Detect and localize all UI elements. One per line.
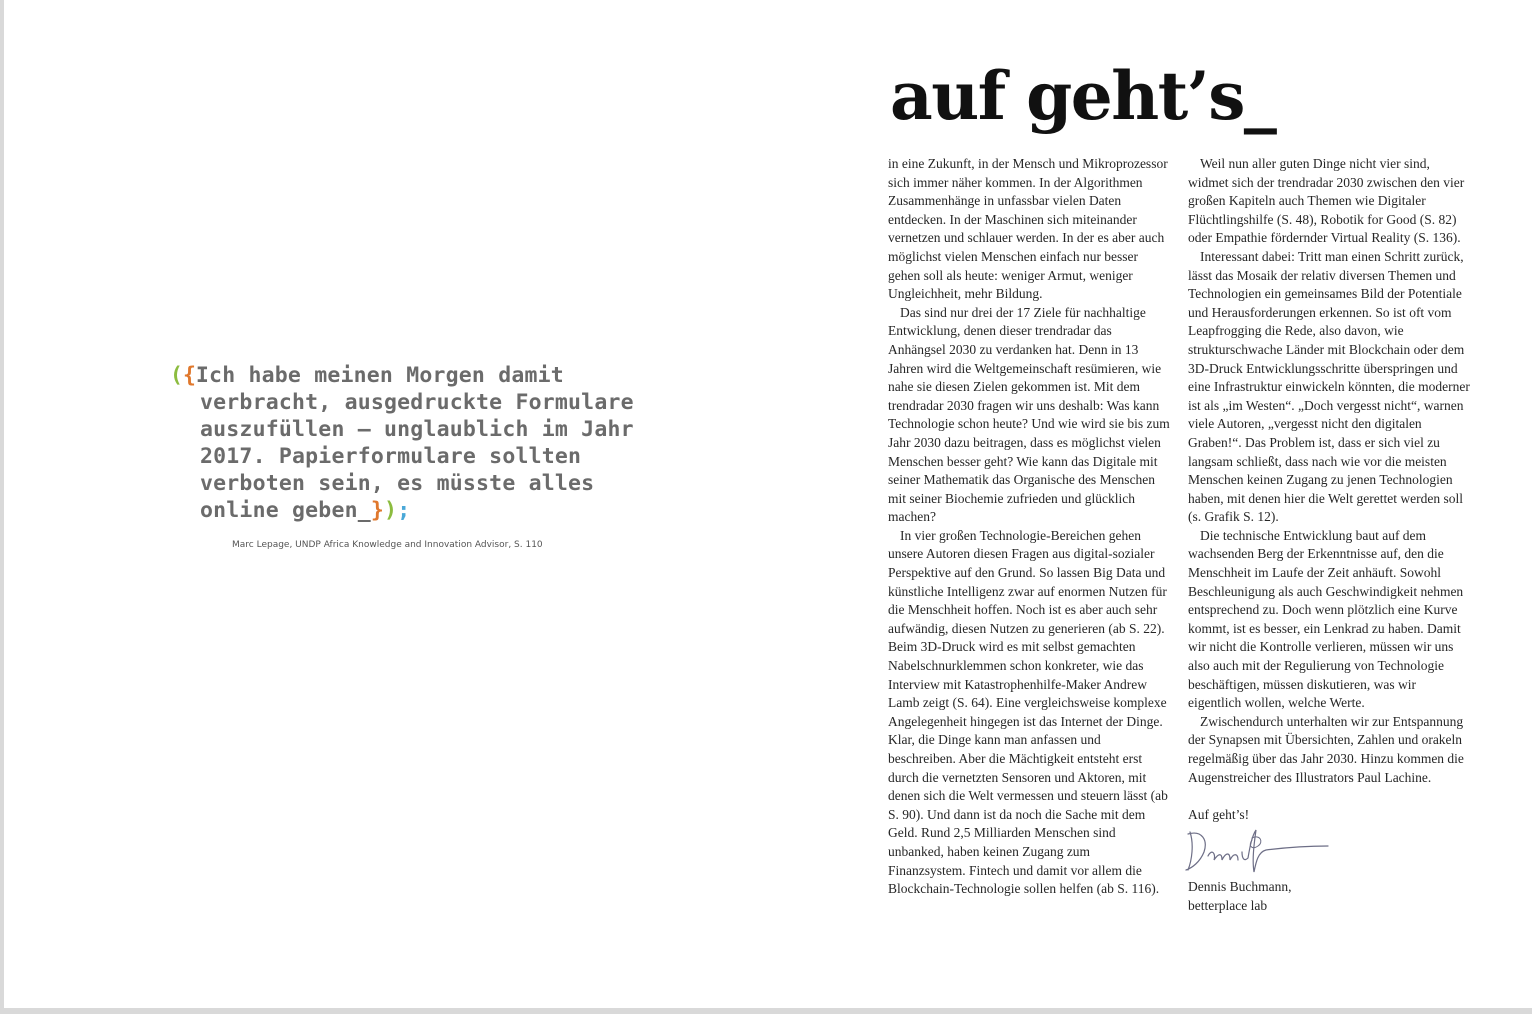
sign-off: Auf geht’s!: [1188, 806, 1250, 822]
quote-bracket-open-paren: (: [170, 363, 183, 388]
quote-semicolon: ;: [397, 498, 411, 523]
author-name: Dennis Buchmann,: [1188, 879, 1292, 895]
signature-image: [1182, 826, 1332, 878]
paragraph: Die technische Entwicklung baut auf dem wachsenden Berg der Erkenntnisse auf, den die Menschheit im Laufe der Zeit anhäuft. Sowohl Beschleunigung als auch Geschwindigkeit nehmen entsprechend zu. Doch wenn plötzlich eine Kurve kommt, ist es besser, ein Lenkrad zu haben. Damit wir nicht die Kontrolle verlieren, müssen wir uns also auch mit der Regulierung von Technologie beschäftigen, müssen diskutieren, was wir eigentlich wollen, welche Werte.: [1188, 527, 1464, 711]
quote-bracket-close-brace: }: [370, 498, 385, 523]
article-column-right: [1188, 155, 1472, 916]
paragraph: In vier großen Technologie-Bereichen gehen unsere Autoren diesen Fragen aus digital-sozialer Perspektive auf den Grund. So lassen Big Data und künstliche Intelligenz zwar auf enormen Nutzen für die Menschheit hoffen. Noch ist es aber auch sehr aufwändig, diesen Nutzen zu generieren (ab S. 22). Beim 3D-Druck wird es mit selbst gemachten Nabelschnurklemmen schon konkreter, wie das Interview mit Katastrophenhilfe-Maker Andrew Lamb zeigt (S. 64). Eine vergleichsweise komplexe Angelegenheit hingegen ist das Internet der Dinge. Klar, die Dinge kann man anfassen und beschreiben. Aber die Mächtigkeit entsteht erst durch die vernetzten Sensoren und Aktoren, mit denen sich die Welt vermessen und steuern lässt (ab S. 90). Und dann ist da noch die Sache mit dem Geld. Rund 2,5 Milliarden Menschen sind unbanked, haben keinen Zugang zum Finanzsystem. Fintech und damit vor allem die Blockchain-Technologie sollen helfen (ab S. 116).: [888, 527, 1168, 897]
paragraph: Zwischendurch unterhalten wir zur Entspannung der Synapsen mit Übersichten, Zahlen und orakeln regelmäßig über das Jahr 2030. Hinzu kommen die Augenstreicher des Illustrators Paul Lachine.: [1188, 713, 1464, 785]
author-organization: betterplace lab: [1188, 897, 1268, 913]
article-headline: auf geht’s_: [890, 57, 1276, 135]
article-column-left: [888, 155, 1170, 899]
paragraph: in eine Zukunft, in der Mensch und Mikroprozessor sich immer näher kommen. In der Algorithmen Zusammenhänge in unfassbar vielen Daten entdecken. In der Maschinen sich miteinander vernetzen und schlauer werden. In der es aber auch möglichst vielen Menschen einfach nur besser gehen soll als heute: weniger Armut, weniger Ungleichheit, mehr Bildung.: [888, 156, 1168, 302]
quote-bracket-open-brace: {: [182, 363, 196, 388]
paragraph: Weil nun aller guten Dinge nicht vier sind, widmet sich der trendradar 2030 zwischen den vier großen Kapiteln auch Themen wie Digitaler Flüchtlingshilfe (S. 48), Robotik for Good (S. 82) oder Empathie fördernder Virtual Reality (S. 136).: [1188, 156, 1465, 246]
quote-bracket-close-paren: ): [384, 498, 398, 523]
quote-body: Ich habe meinen Morgen damit verbracht, ausgedruckte Formulare auszufüllen – unglaublich im Jahr 2017. Papierformulare sollten verboten sein, es müsste alles online geben_: [195, 363, 634, 523]
quote-attribution: Marc Lepage, UNDP Africa Knowledge and Innovation Advisor, S. 110: [232, 540, 543, 550]
quote-text: [170, 362, 640, 524]
document-page: [4, 0, 1532, 1008]
pull-quote: [170, 362, 640, 550]
paragraph: Interessant dabei: Tritt man einen Schritt zurück, lässt das Mosaik der relativ diversen Themen und Technologien ein gemeinsames Bild der Potentiale und Herausforderungen erkennen. So ist oft vom Leapfrogging die Rede, also davon, wie strukturschwache Länder mit Blockchain oder dem 3D-Druck Entwicklungsschritte überspringen und eine Infrastruktur einwickeln könnten, die moderner ist als „im Westen“. „Doch vergesst nicht“, warnen viele Autoren, „vergesst nicht den digitalen Graben!“. Das Problem ist, dass er sich viel zu langsam schließt, dass nach wie vor die meisten Menschen keinen Zugang zu jenen Technologien haben, mit denen hier die Welt gerettet werden soll (s. Grafik S. 12).: [1188, 248, 1470, 525]
paragraph: Das sind nur drei der 17 Ziele für nachhaltige Entwicklung, denen dieser trendradar das Anhängsel 2030 zu verdanken hat. Denn in 13 Jahren wird die Weltgemeinschaft resümieren, wie nahe sie diesen Zielen gekommen ist. Mit dem trendradar 2030 fragen wir uns deshalb: Was kann Technologie schon heute? Und wie wird sie bis zum Jahr 2030 dazu beitragen, dass es möglichst vielen Menschen besser geht? Wie kann das Digitale mit seiner Mathematik das Organische des Menschen mit seiner Biochemie zufrieden und glücklich machen?: [888, 304, 1170, 525]
